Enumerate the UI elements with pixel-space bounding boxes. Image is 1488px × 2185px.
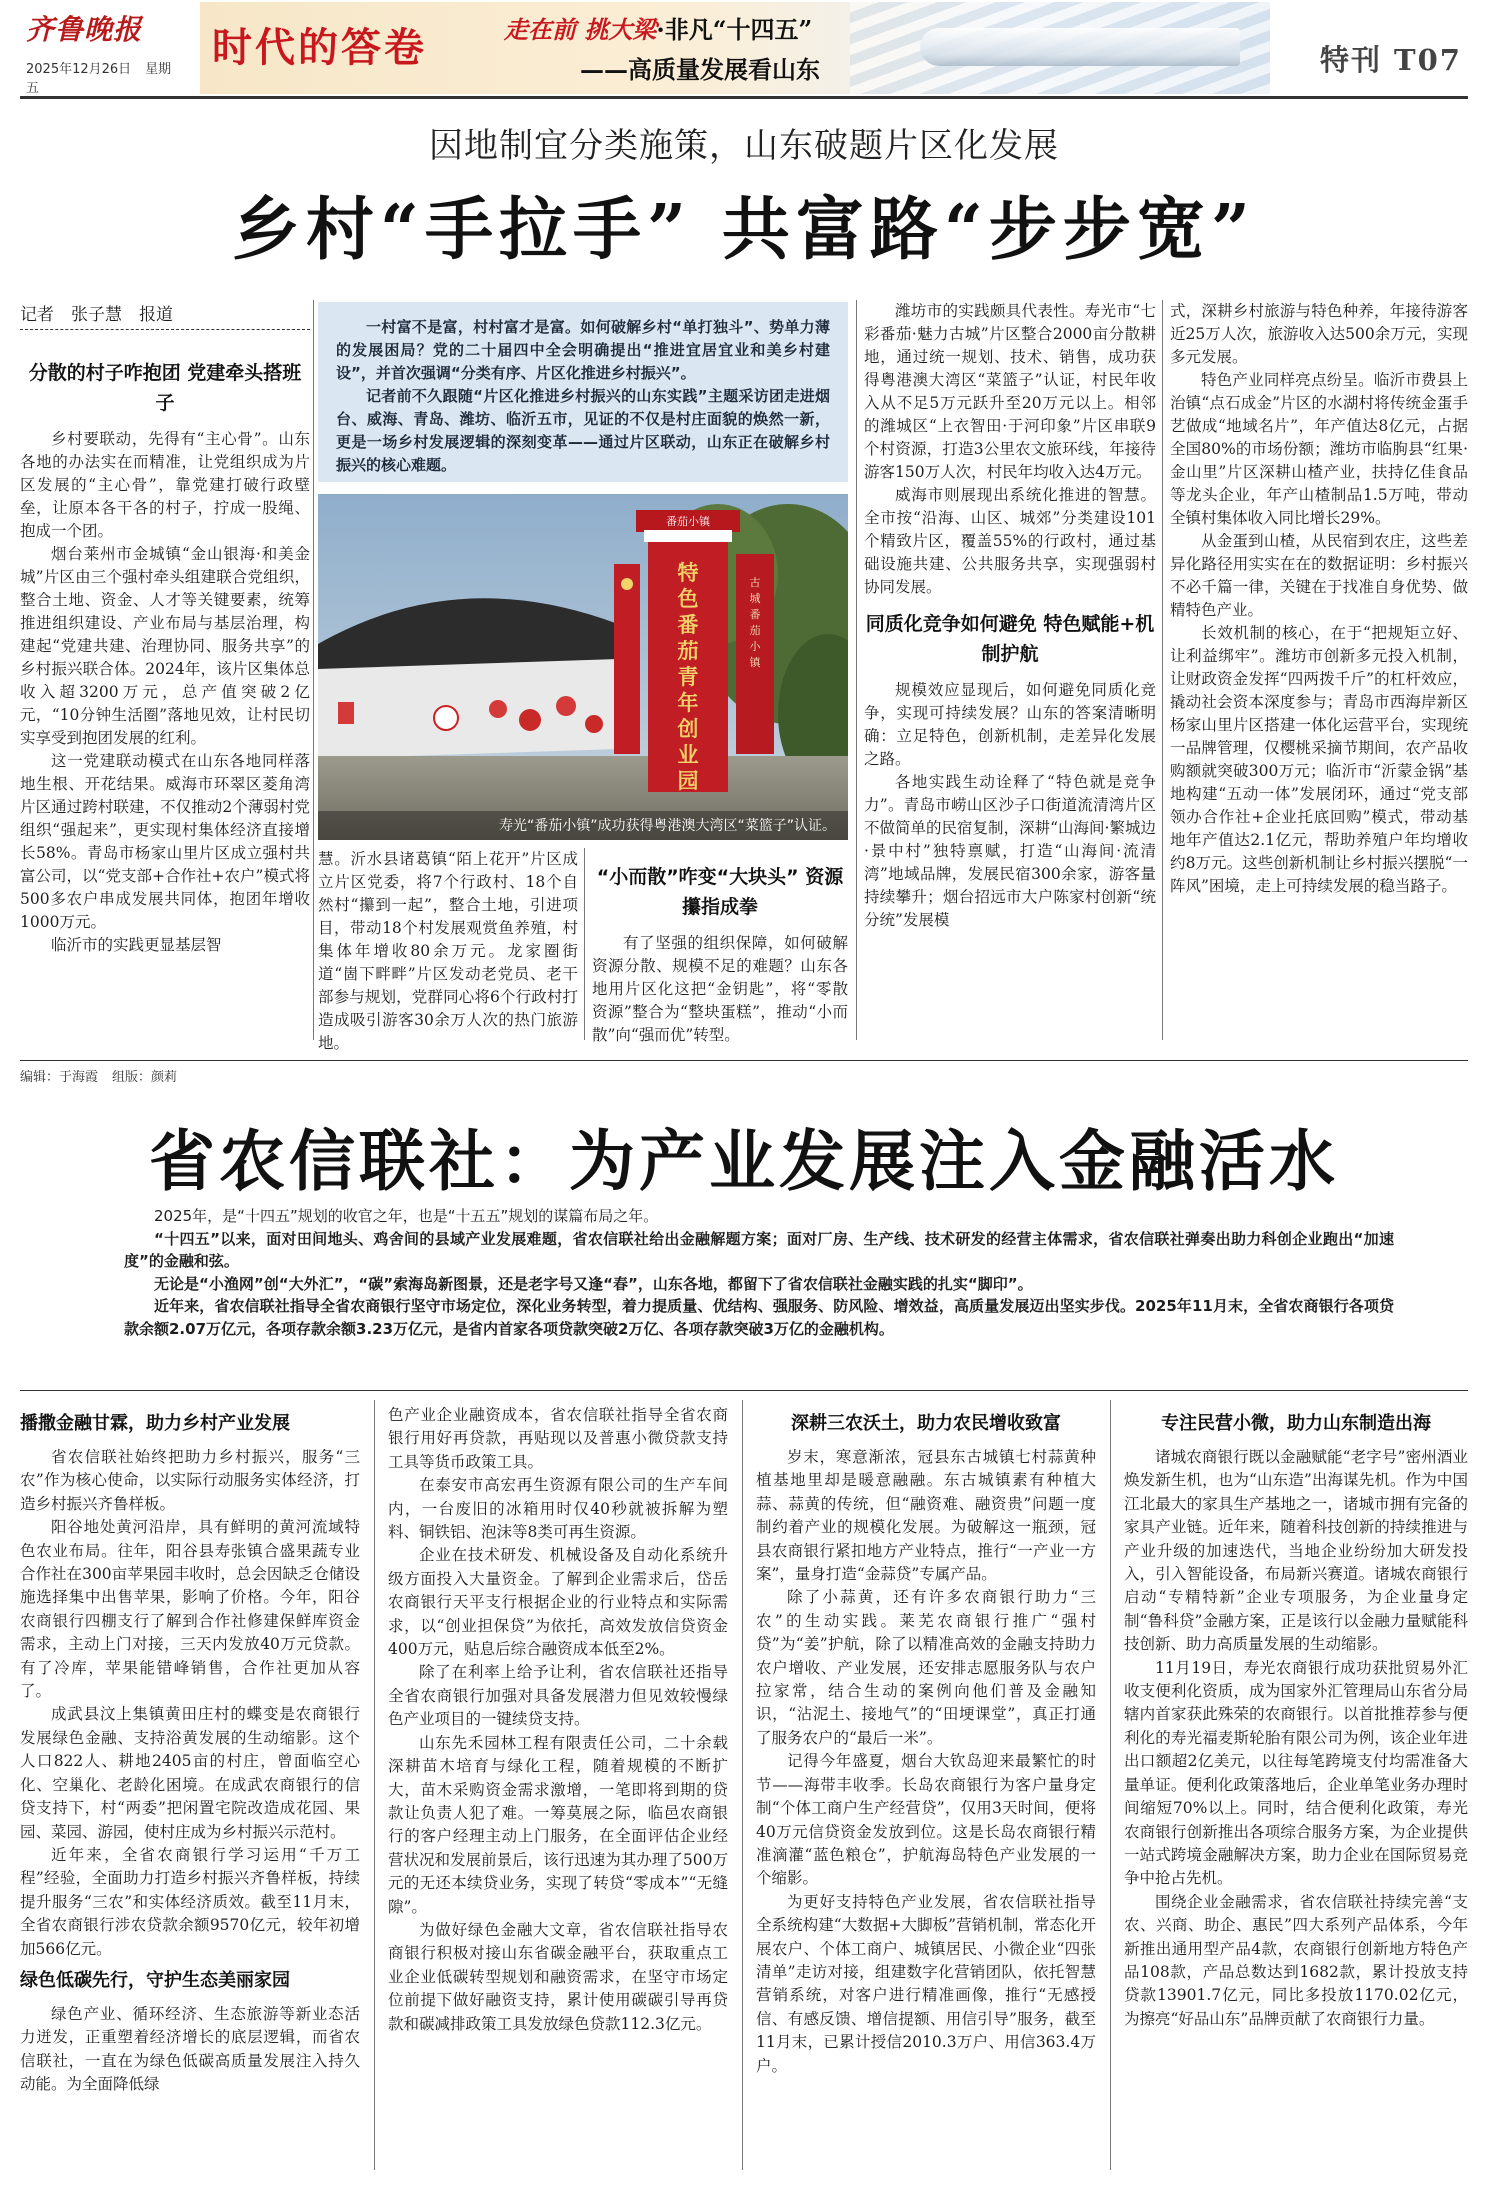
paragraph: 诸城农商银行既以金融赋能“老字号”密州酒业焕发新生机，也为“山东造”出海谋先机。作为中国江北最大的家具生产基地之一，诸城市拥有完备的家具产业链。近年来，随着科技创新的持续推进与产业升级的加速迭代，当地企业纷纷加大研发投入，引入智能设备，布局新兴赛道。诸城农商银行启动“专精特新”企业专项服务，为企业量身定制“鲁科贷”金融方案，正是该行以金融力量赋能科技创新、助力高质量发展的生动缩影。: [1124, 1448, 1468, 1654]
photo-side-sign-text: 古城番茄小镇: [749, 576, 761, 669]
article1-column-3: [592, 848, 848, 1047]
paragraph: 乡村要联动，先得有“主心骨”。山东各地的办法实在而精准，让党组织成为片区发展的“主心骨”，靠党建打破行政壁垒，让原本各干各的村子，拧成一股绳、抱成一个团。: [20, 430, 310, 540]
paragraph: 各地实践生动诠释了“特色就是竞争力”。青岛市崂山区沙子口街道流清湾片区不做简单的民宿复制，深耕“山海间·繁城边·景中村”独特禀赋，打造“山海间·流清湾”地域品牌，发展民宿300余家，游客量持续攀升；烟台招远市大户陈家村创新“统分统”发展模: [864, 773, 1156, 929]
intro-paragraph: “十四五”以来，面对田间地头、鸡舍间的县域产业发展难题，省农信联社给出金融解题方案；面对厂房、生产线、技术研发的经营主体需求，省农信联社弹奏出助力科创企业跑出“加速度”的金融和弦。: [124, 1229, 1394, 1271]
paragraph: 绿色产业、循环经济、生态旅游等新业态活力迸发，正重塑着经济增长的底层逻辑，而省农信联社，一直在为绿色低碳高质量发展注入持久动能。为全面降低绿: [20, 2004, 360, 2094]
paragraph: 在泰安市高宏再生资源有限公司的生产车间内，一台废旧的冰箱用时仅40秒就被拆解为塑料、铜铁铝、泡沫等8类可再生资源。: [388, 1476, 728, 1542]
section-divider: [20, 1060, 1468, 1061]
sign-top-text: 番茄小镇: [666, 515, 710, 528]
paragraph: 烟台莱州市金城镇“金山银海·和美金城”片区由三个强村牵头组建联合党组织，整合土地、资金、人才等关键要素，统筹推进组织建设、产业布局与基层治理，构建起“党建共建、治理协同、服务共享”的乡村振兴联合体。2024年，该片区集体总收入超3200万元，总产值突破2亿元，“10分钟生活圈”落地见效，让村民切实享受到抱团发展的红利。: [20, 545, 310, 747]
photo-sign-text: 特色番茄青年创业园: [677, 560, 699, 793]
campaign-title: 走在前 挑大梁·非凡“十四五”: [504, 15, 813, 44]
column-divider: [856, 300, 857, 1040]
byline: 记者 张子慧 报道: [20, 300, 310, 330]
article2-column-1: [20, 1404, 360, 2097]
weekday-text: 星期五: [26, 62, 172, 96]
train-illustration: [920, 28, 1240, 66]
column-divider: [1110, 1400, 1111, 2170]
paragraph: 省农信联社始终把助力乡村振兴，服务“三农”作为核心使命，以实际行动服务实体经济，打造乡村振兴齐鲁样板。: [20, 1448, 360, 1513]
paragraph: 长效机制的核心，在于“把规矩立好、让利益绑牢”。潍坊市创新多元投入机制，让财政资金发挥“四两拨千斤”的杠杆效应，撬动社会资本深度参与；青岛市西海岸新区杨家山里片区搭建一体化运营平台，实现统一品牌管理，仅樱桃采摘节期间，农产品收购额就突破300万元；临沂市“沂蒙金锅”基地构建“五动一体”发展闭环，通过“党支部领办合作社+企业托底回购”模式，带动基地年产值达2.1亿元，帮助养殖户年均增收约8万元。这些创新机制让乡村振兴摆脱“一阵风”困境，走上可持续发展的稳当路子。: [1170, 624, 1468, 895]
article1-subheadline: 因地制宜分类施策，山东破题片区化发展: [429, 126, 1059, 166]
column-divider: [584, 848, 585, 1040]
section-heading: 深耕三农沃土，助力农民增收致富: [791, 1413, 1061, 1434]
column-divider: [1162, 300, 1163, 1040]
section-heading: 绿色低碳先行，守护生态美丽家园: [20, 1969, 290, 1991]
paragraph: 为做好绿色金融大文章，省农信联社指导农商银行积极对接山东省碳金融平台，获取重点工业企业低碳转型规划和融资需求，在坚守市场定位前提下做好融资支持，累计使用碳碳引导再贷款和碳减排政策工具发放绿色贷款112.3亿元。: [388, 1920, 728, 2033]
section-heading: 播撒金融甘霖，助力乡村产业发展: [20, 1413, 290, 1434]
paragraph: 式，深耕乡村旅游与特色种养，年接待游客近25万人次，旅游收入达500余万元，实现多元发展。: [1170, 302, 1468, 366]
paragraph: 有了坚强的组织保障，如何破解资源分散、规模不足的难题？山东各地用片区化这把“金钥匙”，将“零散资源”整合为“整块蛋糕”，推动“小而散”向“强而优”转型。: [592, 934, 848, 1044]
paragraph: 潍坊市的实践颇具代表性。寿光市“七彩番茄·魅力古城”片区整合2000亩分散耕地，通过统一规划、技术、销售，成功获得粤港澳大湾区“菜篮子”认证，村民年收入从不足5万元跃升至20万元以上。相邻的潍城区“上衣智田·于河印象”片区串联9个村资源，打造3公里农文旅环线，年接待游客150万人次，村民年均收入达4万元。: [864, 302, 1156, 481]
paragraph: 阳谷地处黄河沿岸，具有鲜明的黄河流域特色农业布局。往年，阳谷县寿张镇合盛果蔬专业合作社在300亩苹果园丰收时，总会因缺乏仓储设施选择集中出售苹果，影响了价格。今年，阳谷农商银行四棚支行了解到合作社修建保鲜库资金需求，主动上门对接，三天内发放40万元贷款。有了冷库，苹果能错峰销售，合作社更加从容了。: [20, 1518, 360, 1701]
section-heading: “小而散”咋变“大块头” 资源攥指成拳: [596, 866, 844, 918]
editor-credits: [20, 1066, 191, 1085]
article2-column-3: [756, 1404, 1096, 2078]
paragraph: 这一党建联动模式在山东各地同样落地生根、开花结果。威海市环翠区菱角湾片区通过跨村联建，不仅推动2个薄弱村党组织“强起来”，更实现村集体经济直接增长58%。青岛市杨家山里片区成立强村共富公司，以“党支部+合作社+农户”模式将500多农户串成发展共同体，抱团年增收1000万元。: [20, 752, 310, 931]
lead-paragraph: 一村富不是富，村村富才是富。如何破解乡村“单打独斗”、势单力薄的发展困局？党的二十届四中全会明确提出“推进宜居宜业和美乡村建设”，并首次强调“分类有序、片区化推进乡村振兴”。: [336, 318, 830, 382]
section-heading: 分散的村子咋抱团 党建牵头搭班子: [28, 362, 302, 414]
paragraph: 临沂市的实践更显基层智: [51, 936, 222, 954]
intro-paragraph: 近年来，省农信联社指导全省农商银行坚守市场定位，深化业务转型，着力提质量、优结构、强服务、防风险、增效益，高质量发展迈出坚实步伐。2025年11月末，全省农商银行各项贷款余额2.07万亿元，各项存款余额3.23万亿元，是省内首家各项贷款突破2万亿、各项存款突破3万亿的金融机构。: [124, 1297, 1394, 1338]
article1-headline[interactable]: 乡村“手拉手” 共富路“步步宽”: [231, 190, 1257, 270]
paragraph: 11月19日，寿光农商银行成功获批贸易外汇收支便利化资质，成为国家外汇管理局山东省分局辖内首家获此殊荣的农商银行。以首批推荐参与便利化的寿光福麦斯轮胎有限公司为例，该企业年进出口额超2亿美元，以往每笔跨境支付均需准备大量单证。便利化政策落地后，企业单笔业务办理时间缩短70%以上。同时，结合便利化政策，寿光农商银行创新推出各项综合服务方案，为企业提供一站式跨境金融解决方案，助力企业在国际贸易竞争中抢占先机。: [1124, 1658, 1468, 1888]
intro-paragraph: 无论是“小渔网”创“大外汇”，“碳”索海岛新图景，还是老字号又逢“春”，山东各地，都留下了省农信联社金融实践的扎实“脚印”。: [154, 1274, 1033, 1293]
paragraph: 近年来，全省农商银行学习运用“千万工程”经验，全面助力打造乡村振兴齐鲁样板，持续提升服务“三农”和实体经济质效。截至11月末，全省农商银行涉农贷款余额9570亿元，较年初增加566亿元。: [20, 1845, 360, 1958]
article1-column-1: [20, 336, 310, 957]
section-banner: [200, 2, 1270, 94]
lead-summary-box: [318, 302, 848, 482]
article1-column-4: [864, 300, 1156, 932]
paragraph: 除了在利率上给予让利，省农信联社还指导全省农商银行加强对具备发展潜力但见效较慢绿色产业项目的一键续贷支持。: [388, 1663, 728, 1729]
paragraph: 岁末，寒意渐浓，冠县东古城镇七村蒜黄种植基地里却是暖意融融。东古城镇素有种植大蒜、蒜黄的传统，但“融资难、融资贵”问题一度制约着产业的规模化发展。为破解这一瓶颈，冠县农商银行紧扣地方产业特点，推行“一产业一方案”，量身打造“金蒜贷”专属产品。: [756, 1448, 1096, 1584]
masthead-rule: [20, 96, 1468, 99]
paragraph: 色产业企业融资成本，省农信联社指导全省农商银行用好再贷款，再贴现以及普惠小微贷款支持工具等货币政策工具。: [388, 1406, 728, 1471]
tomato-town-photo: [318, 494, 848, 840]
paragraph: 围绕企业金融需求，省农信联社持续完善“支农、兴商、助企、惠民”四大系列产品体系，今年新推出通用型产品4款，农商银行创新地方特色产品108款，产品总数达到1682款，累计投放支持贷款13901.7亿元，同比多投放1170.02亿元，为擦亮“好品山东”品牌贡献了农商银行力量。: [1124, 1892, 1468, 2028]
news-photo[interactable]: [318, 494, 848, 840]
column-title: 时代的答卷: [212, 25, 427, 71]
date-text: 2025年12月26日: [26, 62, 132, 77]
column-divider: [374, 1400, 375, 2170]
intro-paragraph: 2025年，是“十四五”规划的收官之年，也是“十五五”规划的谋篇布局之年。: [154, 1207, 659, 1225]
issue-date: [26, 58, 196, 96]
paragraph: 特色产业同样亮点纷呈。临沂市费县上治镇“点石成金”片区的水湖村将传统金蛋手艺做成“地域名片”，年产值达8亿元，占据全国80%的市场份额；潍坊市临朐县“红果·金山里”片区深耕山楂产业，扶持亿佳食品等龙头企业，年产山楂制品1.5万吨，带动全镇村集体收入同比增长29%。: [1170, 371, 1468, 527]
article2-headline[interactable]: 省农信联社：为产业发展注入金融活水: [149, 1122, 1339, 1200]
campaign-subtitle: ——高质量发展看山东: [580, 55, 820, 84]
article1-column-2: [318, 848, 578, 1055]
edition-label: 特刊 T07: [1319, 43, 1462, 77]
article2-intro: [124, 1205, 1394, 1341]
paragraph: 除了小蒜黄，还有许多农商银行助力“三农”的生动实践。莱芜农商银行推广“强村贷”为“姜”护航，除了以精准高效的金融支持助力农户增收、产业发展，还安排志愿服务队与农户拉家常，结合生动的案例向他们普及金融知识，“沾泥土、接地气”的“田埂课堂”，真正打通了服务农户的“最后一米”。: [756, 1588, 1096, 1747]
paragraph: 规模效应显现后，如何避免同质化竞争，实现可持续发展？山东的答案清晰明确：立足特色，创新机制，走差异化发展之路。: [864, 681, 1156, 768]
section-heading: 同质化竞争如何避免 特色赋能+机制护航: [865, 613, 1155, 665]
article1-column-5: [1170, 300, 1468, 898]
paragraph: 慧。沂水县诸葛镇“陌上花开”片区成立片区党委，将7个行政村、18个自然村“攥到一起”，整合土地，引进项目，带动18个村发展观赏鱼养殖，村集体年增收80余万元。龙家圈街道“崮下畔畔”片区发动老党员、老干部参与规划，党群同心将6个行政村打造成吸引游客30余万人次的热门旅游地。: [318, 850, 578, 1052]
section-heading: 专注民营小微，助力山东制造出海: [1161, 1413, 1431, 1434]
paragraph: 威海市则展现出系统化推进的智慧。全市按“沿海、山区、城郊”分类建设101个精致片区，覆盖55%的行政村，通过基础设施共建、公共服务共享，实现强弱村协同发展。: [864, 486, 1156, 596]
column-divider: [742, 1400, 743, 2170]
paragraph: 成武县汶上集镇黄田庄村的蝶变是农商银行发展绿色金融、支持浴黄发展的生动缩影。这个人口822人、耕地2405亩的村庄，曾面临空心化、空巢化、老龄化困境。在成武农商银行的信贷支持下，村“两委”把闲置宅院改造成花园、果园、菜园、游园，使村庄成为乡村振兴示范村。: [20, 1705, 360, 1841]
lead-paragraph: 记者前不久跟随“片区化推进乡村振兴的山东实践”主题采访团走进烟台、威海、青岛、潍坊、临沂五市，见证的不仅是村庄面貌的焕然一新，更是一场乡村发展逻辑的深刻变革——通过片区联动，山东正在破解乡村振兴的核心难题。: [336, 387, 830, 474]
column-divider: [313, 300, 314, 1040]
brand-logo[interactable]: 齐鲁晚报: [26, 13, 143, 46]
article2-column-4: [1124, 1404, 1468, 2031]
section-divider: [20, 1390, 1468, 1391]
masthead: [20, 2, 1468, 94]
paragraph: 山东先禾园林工程有限责任公司，二十余载深耕苗木培育与绿化工程，随着规模的不断扩大，苗木采购资金需求激增，一笔即将到期的贷款让负责人犯了难。一筹莫展之际，临邑农商银行的客户经理主动上门服务，在全面评估企业经营状况和发展前景后，该行迅速为其办理了500万元的无还本续贷业务，实现了转贷“零成本”“无缝隙”。: [388, 1733, 728, 1916]
layout-editor-name: 组版：颜莉: [112, 1070, 178, 1085]
paragraph: 企业在技术研发、机械设备及自动化系统升级方面投入大量资金。了解到企业需求后，岱岳农商银行天平支行根据企业的行业特点和实际需求，以“创业担保贷”为依托，高效发放信贷资金400万元，贴息后综合融资成本低至2%。: [388, 1546, 728, 1659]
article2-column-2: [388, 1404, 728, 2036]
paragraph: 记得今年盛夏，烟台大钦岛迎来最繁忙的时节——海带丰收季。长岛农商银行为客户量身定制“个体工商户生产经营贷”，仅用3天时间，便将40万元信贷资金发放到位。这是长岛农商银行精准滴灌“蓝色粮仓”，护航海岛特色产业发展的一个缩影。: [756, 1752, 1096, 1888]
paragraph: 从金蛋到山楂，从民宿到农庄，这些差异化路径用实实在在的数据证明：乡村振兴不必千篇一律，关键在于找准自身优势、做精特色产业。: [1170, 532, 1468, 619]
newspaper-brand: [26, 8, 196, 96]
photo-caption: 寿光“番茄小镇”成功获得粤港澳大湾区“菜篮子”认证。: [318, 811, 848, 840]
paragraph: 为更好支持特色产业发展，省农信联社指导全系统构建“大数据+大脚板”营销机制，常态化开展农户、个体工商户、城镇居民、小微企业“四张清单”走访对接，组建数字化营销团队，依托智慧营销系统，对客户进行精准画像，推行“无感授信、有感反馈、增信提额、用信引导”服务，截至11月末，已累计授信2010.3万户、用信363.4万户。: [756, 1892, 1096, 2075]
editor-name: 编辑：于海霞: [20, 1070, 99, 1085]
